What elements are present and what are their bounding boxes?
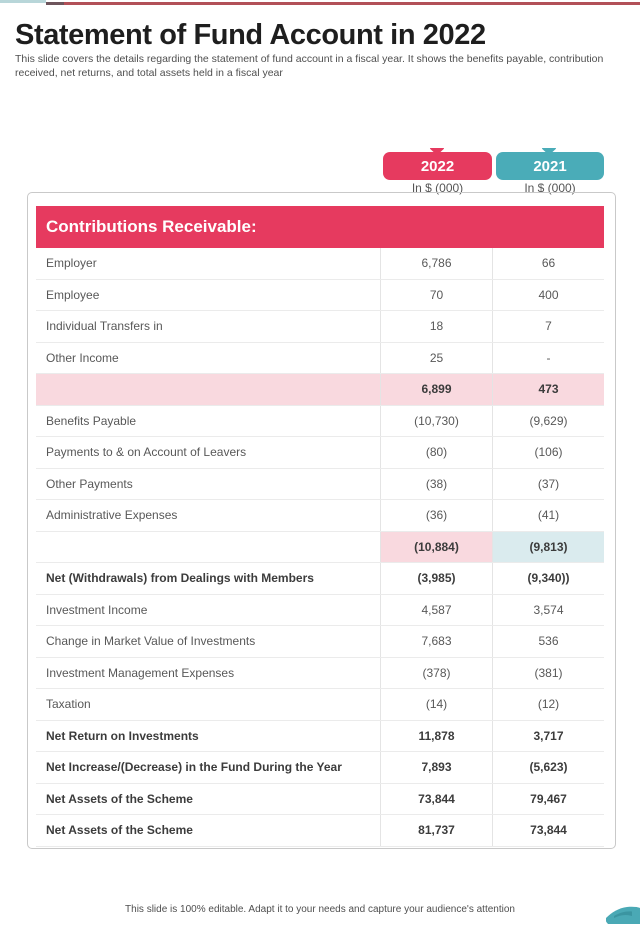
value-2021: 79,467 — [492, 784, 604, 815]
row-label: Net (Withdrawals) from Dealings with Members — [46, 571, 314, 586]
value-2022: (36) — [380, 500, 492, 531]
value-2021: (37) — [492, 469, 604, 500]
value-2022: (14) — [380, 689, 492, 720]
value-2022: (378) — [380, 658, 492, 689]
top-accent-line-red — [46, 2, 640, 5]
value-2022: 25 — [380, 343, 492, 374]
row-label: Other Payments — [46, 476, 133, 491]
table-row — [36, 406, 604, 438]
row-label: Administrative Expenses — [46, 508, 178, 523]
value-2022: (38) — [380, 469, 492, 500]
column-header-2021: 2021 — [496, 152, 604, 180]
table-body — [36, 248, 604, 847]
value-2021: 536 — [492, 626, 604, 657]
value-2021: (5,623) — [492, 752, 604, 783]
table-row — [36, 311, 604, 343]
value-2022: 7,683 — [380, 626, 492, 657]
hand-corner-graphic-icon — [606, 897, 640, 929]
column-unit-2022: In $ (000) — [411, 181, 464, 195]
row-label: Net Assets of the Scheme — [46, 823, 193, 838]
table-row — [36, 500, 604, 532]
table-row — [36, 626, 604, 658]
page-subtitle: This slide covers the details regarding the statement of fund account in a fiscal year. It shows the benefits payable, contribution received, net returns, and total assets held in a fiscal year — [15, 53, 604, 80]
table-row — [36, 595, 604, 627]
row-label: Change in Market Value of Investments — [46, 634, 256, 649]
value-2022: (3,985) — [380, 563, 492, 594]
page-title: Statement of Fund Account in 2022 — [15, 19, 486, 51]
value-2021: (9,340)) — [492, 563, 604, 594]
value-2021: 73,844 — [492, 815, 604, 846]
table-row — [36, 248, 604, 280]
table-row — [36, 280, 604, 312]
value-2021: 3,717 — [492, 721, 604, 752]
row-label: Net Return on Investments — [46, 728, 199, 743]
value-2022: 70 — [380, 280, 492, 311]
value-2021: 400 — [492, 280, 604, 311]
value-2022: 18 — [380, 311, 492, 342]
row-label: Individual Transfers in — [46, 319, 163, 334]
value-2021: (9,813) — [492, 532, 604, 563]
table-row — [36, 689, 604, 721]
value-2022: 73,844 — [380, 784, 492, 815]
table-row — [36, 815, 604, 847]
section-header-banner: Contributions Receivable: — [36, 206, 604, 248]
row-label: Investment Income — [46, 602, 148, 617]
row-label: Investment Management Expenses — [46, 665, 235, 680]
table-row — [36, 532, 604, 564]
table-row — [36, 658, 604, 690]
value-2021: (106) — [492, 437, 604, 468]
column-unit-2021: In $ (000) — [524, 181, 576, 195]
footer-note: This slide is 100% editable. Adapt it to your needs and capture your audience's attention — [125, 904, 515, 915]
row-label: Employee — [46, 287, 100, 302]
value-2022: 7,893 — [380, 752, 492, 783]
value-2021: 473 — [492, 374, 604, 405]
table-row — [36, 752, 604, 784]
value-2021: 66 — [492, 248, 604, 279]
value-2022: 6,786 — [380, 248, 492, 279]
row-label: Employer — [46, 256, 97, 271]
table-row — [36, 374, 604, 406]
value-2021: (9,629) — [492, 406, 604, 437]
row-label: Benefits Payable — [46, 413, 137, 428]
value-2022: (10,730) — [380, 406, 492, 437]
value-2021: (12) — [492, 689, 604, 720]
value-2021: 7 — [492, 311, 604, 342]
value-2022: 81,737 — [380, 815, 492, 846]
top-accent-line-teal — [0, 0, 46, 3]
table-row — [36, 343, 604, 375]
fund-account-table — [36, 206, 604, 847]
table-row — [36, 721, 604, 753]
row-label: Net Increase/(Decrease) in the Fund During the Year — [46, 760, 342, 775]
row-label — [36, 374, 380, 405]
value-2021: 3,574 — [492, 595, 604, 626]
value-2022: 6,899 — [380, 374, 492, 405]
value-2022: (10,884) — [380, 532, 492, 563]
row-label: Other Income — [46, 350, 119, 365]
table-row — [36, 437, 604, 469]
column-header-2022: 2022 — [383, 152, 492, 180]
value-2022: (80) — [380, 437, 492, 468]
row-label: Taxation — [46, 697, 91, 712]
value-2021: (381) — [492, 658, 604, 689]
top-accent-line-cap — [46, 2, 64, 5]
value-2022: 4,587 — [380, 595, 492, 626]
row-label — [36, 532, 380, 563]
value-2021: (41) — [492, 500, 604, 531]
table-row — [36, 469, 604, 501]
value-2022: 11,878 — [380, 721, 492, 752]
value-2021: - — [492, 343, 604, 374]
row-label: Payments to & on Account of Leavers — [46, 445, 247, 460]
table-row — [36, 784, 604, 816]
table-row — [36, 563, 604, 595]
row-label: Net Assets of the Scheme — [46, 791, 193, 806]
